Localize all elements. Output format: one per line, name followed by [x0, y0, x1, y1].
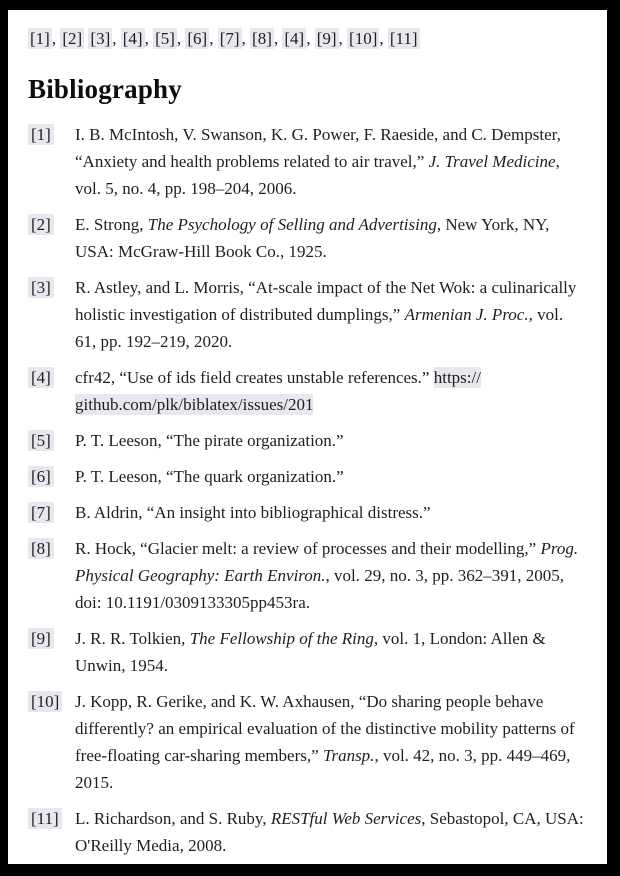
reference-text-segment: , vol. 29, no. 3, pp. 362–391, 2005, doi: 10.1191/0309133305pp453ra.	[75, 566, 565, 612]
reference-label[interactable]: [5]	[28, 430, 54, 451]
reference-text	[75, 625, 585, 679]
reference-entry	[28, 364, 585, 418]
reference-entry	[28, 625, 585, 679]
reference-text-segment: , Sebastopol, CA, USA: O'Reilly Media, 2008.	[75, 809, 584, 855]
reference-label[interactable]: [2]	[28, 214, 54, 235]
citation-link[interactable]: [1]	[30, 29, 50, 48]
reference-journal-title: Prog. Physical Geography: Earth Environ.	[75, 539, 579, 585]
citation-link[interactable]: [10]	[349, 29, 378, 48]
citation-link[interactable]: [9]	[316, 29, 337, 48]
reference-text	[75, 211, 585, 265]
reference-label-column	[28, 463, 75, 490]
reference-text	[75, 463, 585, 490]
reference-label[interactable]: [8]	[28, 538, 54, 559]
reference-text-segment: P. T. Leeson, “The pirate organization.”	[75, 431, 344, 450]
reference-label-column	[28, 274, 75, 301]
citation-link[interactable]: [4]	[284, 29, 305, 48]
reference-entry	[28, 274, 585, 355]
reference-text-segment: , New York, NY, USA: McGraw-Hill Book Co., 1925.	[75, 215, 550, 261]
reference-text-segment: R. Astley, and L. Morris, “At-scale impact of the Net Wok: a culinarically holistic investigation of distributed dumplings,”	[75, 278, 577, 324]
reference-url-link[interactable]: https://	[433, 368, 481, 387]
reference-text-segment: , vol. 42, no. 3, pp. 449–469, 2015.	[75, 746, 571, 792]
citation-link[interactable]: [4]	[122, 29, 143, 48]
reference-entry	[28, 535, 585, 616]
reference-label-column	[28, 427, 75, 454]
reference-entry	[28, 427, 585, 454]
reference-label-column	[28, 535, 75, 562]
reference-text-segment: , vol. 5, no. 4, pp. 198–204, 2006.	[75, 152, 560, 198]
reference-text	[75, 499, 585, 526]
reference-text-segment: R. Hock, “Glacier melt: a review of processes and their modelling,”	[75, 539, 541, 558]
reference-label-column	[28, 211, 75, 238]
reference-journal-title: J. Travel Medicine	[428, 152, 556, 171]
reference-label[interactable]: [11]	[28, 808, 62, 829]
reference-text	[75, 364, 585, 418]
reference-label[interactable]: [1]	[28, 124, 54, 145]
document-page	[8, 10, 607, 864]
reference-journal-title: The Psychology of Selling and Advertising	[147, 215, 437, 234]
reference-label[interactable]: [10]	[28, 691, 62, 712]
citation-link[interactable]: [7]	[219, 29, 240, 48]
reference-label-column	[28, 805, 75, 832]
reference-entry	[28, 463, 585, 490]
citation-line: [1] , [2] [3] , [4] , [5] , [6] , [7] , [8] , [4] , [9] , [10] , [11]	[30, 29, 418, 48]
reference-text-segment: L. Richardson, and S. Ruby,	[75, 809, 271, 828]
citation-link[interactable]: [2]	[62, 29, 83, 48]
reference-journal-title: Armenian J. Proc.	[404, 305, 529, 324]
reference-journal-title: Transp.	[322, 746, 375, 765]
reference-label[interactable]: [6]	[28, 466, 54, 487]
reference-label-column	[28, 688, 75, 715]
reference-label-column	[28, 625, 75, 652]
reference-journal-title: RESTful Web Services	[270, 809, 422, 828]
reference-text-segment: E. Strong,	[75, 215, 148, 234]
reference-entry	[28, 121, 585, 202]
reference-text	[75, 427, 585, 454]
reference-text-segment: , vol. 1, London: Allen & Unwin, 1954.	[75, 629, 546, 675]
reference-label-column	[28, 499, 75, 526]
reference-entry	[28, 211, 585, 265]
reference-text	[75, 535, 585, 616]
reference-entry	[28, 688, 585, 796]
reference-text-segment: P. T. Leeson, “The quark organization.”	[75, 467, 344, 486]
reference-text-segment: , vol. 61, pp. 192–219, 2020.	[75, 305, 564, 351]
reference-entry	[28, 805, 585, 859]
reference-label-column	[28, 121, 75, 148]
reference-label[interactable]: [4]	[28, 367, 54, 388]
citation-link[interactable]: [5]	[155, 29, 175, 48]
reference-text-segment: J. Kopp, R. Gerike, and K. W. Axhausen, “Do sharing people behave differently? an empirical evaluation of the distinctive mobility patterns of free-floating car-sharing members,”	[75, 692, 575, 765]
reference-label[interactable]: [9]	[28, 628, 54, 649]
reference-label-column	[28, 364, 75, 391]
citation-link[interactable]: [8]	[252, 29, 272, 48]
reference-text	[75, 805, 585, 859]
reference-text-segment: I. B. McIntosh, V. Swanson, K. G. Power, F. Raeside, and C. Dempster, “Anxiety and health problems related to air travel,”	[75, 125, 561, 171]
reference-text-segment: B. Aldrin, “An insight into bibliographical distress.”	[75, 503, 431, 522]
reference-text-segment: cfr42, “Use of ids field creates unstable references.”	[75, 368, 434, 387]
reference-label[interactable]: [3]	[28, 277, 54, 298]
reference-label[interactable]: [7]	[28, 502, 54, 523]
citation-link[interactable]: [3]	[90, 29, 111, 48]
reference-url-link[interactable]: github.com/plk/biblatex/issues/201	[75, 395, 314, 414]
reference-text	[75, 274, 585, 355]
reference-text	[75, 688, 585, 796]
reference-text	[75, 121, 585, 202]
reference-text-segment: J. R. R. Tolkien,	[75, 629, 190, 648]
bibliography-heading: Bibliography	[28, 74, 182, 104]
citation-link[interactable]: [6]	[187, 29, 208, 48]
reference-journal-title: The Fellowship of the Ring	[189, 629, 374, 648]
reference-list	[28, 121, 585, 859]
citation-link[interactable]: [11]	[389, 29, 418, 48]
reference-entry	[28, 499, 585, 526]
